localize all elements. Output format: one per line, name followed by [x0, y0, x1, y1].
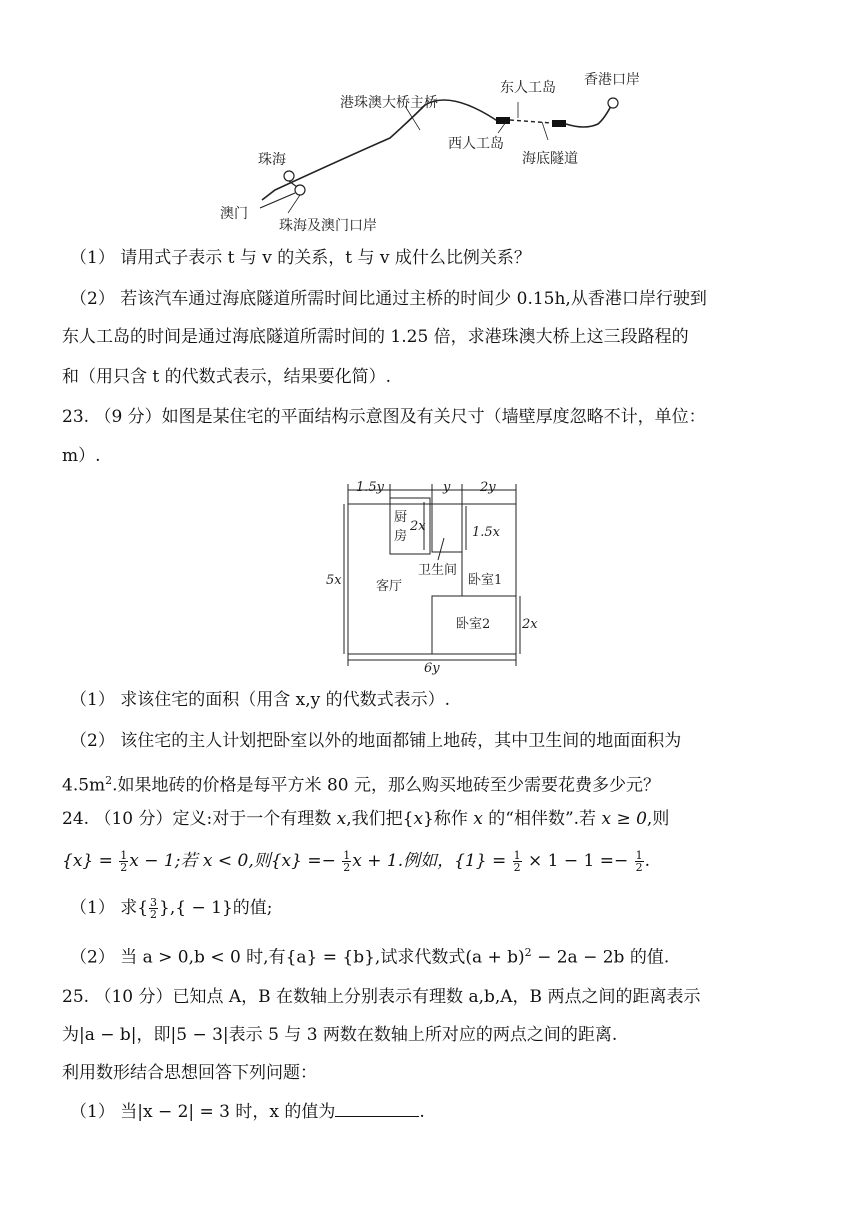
label-east-island: 东人工岛 — [500, 80, 556, 96]
q24-line1: 24. （10 分）定义:对于一个有理数 x,我们把{x}称作 x 的“相伴数”.若 x ≥ 0,则 — [62, 809, 670, 829]
q24-part2: （2） 当 a > 0,b < 0 时,有{a} = {b},试求代数式$(a + b)^2 - 2a - 2b$ 的值. — [70, 946, 670, 968]
q25-part1: （1） 当|x − 2| = 3 时，x 的值为 . — [70, 1102, 425, 1122]
answer-blank[interactable] — [335, 1100, 419, 1117]
fraction-half-1: $\frac{1}{2}$ — [120, 849, 128, 874]
dim-bath: 1.5x — [472, 525, 501, 540]
label-bedroom2: 卧室2 — [456, 617, 491, 632]
fraction-half-4: $\frac{1}{2}$ — [635, 849, 643, 874]
bridge-map-diagram — [200, 60, 680, 240]
label-macau: 澳门 — [220, 206, 248, 222]
floor-plan-diagram — [320, 478, 550, 678]
fraction-half-3: $\frac{1}{2}$ — [513, 849, 521, 874]
q23-intro-line2: m）. — [62, 446, 101, 466]
east-island-block — [552, 120, 566, 127]
hk-link-line — [566, 104, 612, 127]
q24-part1: （1） 求{ $\frac{3}{2}$ },{ − 1}的值; — [70, 896, 273, 921]
dim-top-3: 2y — [480, 480, 496, 495]
label-hk-port: 香港口岸 — [584, 72, 640, 88]
label-bathroom: 卫生间 — [418, 563, 458, 578]
q22-part2-line1: （2） 若该汽车通过海底隧道所需时间比通过主桥的时间少 0.15h,从香港口岸行驶到 — [70, 289, 707, 309]
label-zhuhai: 珠海 — [258, 152, 286, 168]
fraction-half-2: $\frac{1}{2}$ — [343, 849, 351, 874]
bathroom-room — [432, 504, 462, 552]
label-kitchen-2: 房 — [394, 529, 408, 544]
hk-port-node — [608, 98, 618, 108]
dim-bed2: 2x — [522, 617, 538, 632]
label-kitchen-1: 厨 — [394, 510, 408, 525]
west-island-block — [496, 117, 510, 124]
label-tunnel: 海底隧道 — [522, 151, 578, 167]
q23-part2-line1: （2） 该住宅的主人计划把卧室以外的地面都铺上地砖，其中卫生间的地面面积为 — [70, 731, 682, 751]
dim-kitchen: 2x — [410, 519, 426, 534]
q25-line1: 25. （10 分）已知点 A，B 在数轴上分别表示有理数 a,b,A，B 两点之间的距离表示 — [62, 987, 701, 1007]
dim-top-1: 1.5y — [356, 480, 385, 495]
zhuhai-macau-port-node — [295, 185, 305, 195]
q23-part1: （1） 求该住宅的面积（用含 x,y 的代数式表示）. — [70, 690, 451, 710]
label-living-room: 客厅 — [376, 579, 403, 594]
label-zhuhai-macau-port: 珠海及澳门口岸 — [279, 218, 377, 234]
label-west-island: 西人工岛 — [448, 136, 504, 152]
q22-part2-line3: 和（用只含 t 的代数式表示，结果要化简）. — [62, 367, 392, 387]
q25-line2: 为|a − b|，即|5 − 3|表示 5 与 3 两数在数轴上所对应的两点之间的距离. — [62, 1025, 618, 1045]
q23-intro-line1: 23. （9 分）如图是某住宅的平面结构示意图及有关尺寸（墙壁厚度忽略不计，单位： — [62, 407, 706, 427]
fraction-three-halves: $\frac{3}{2}$ — [150, 896, 158, 921]
dim-top-2: y — [443, 480, 451, 495]
dim-bottom: 6y — [424, 661, 440, 676]
q23-part2-line2: $4.5m^2$.如果地砖的价格是每平方米 80 元，那么购买地砖至少需要花费多少元？ — [62, 774, 660, 796]
label-bedroom1: 卧室1 — [468, 573, 503, 588]
q24-line2: {x} = $\frac{1}{2}$ x − 1;若 x < 0,则{x} =− $\frac{1}{2}$ x + 1.例如，{1} = $\frac{1}{2}$ × 1 − 1 =− $\frac{1}{2}$ . — [62, 849, 651, 874]
q22-part1: （1） 请用式子表示 t 与 v 的关系，t 与 v 成什么比例关系？ — [70, 248, 531, 268]
dim-left: 5x — [326, 573, 342, 588]
tunnel-line — [510, 120, 552, 123]
zhuhai-node — [284, 171, 294, 181]
q25-line3: 利用数形结合思想回答下列问题： — [62, 1063, 317, 1083]
q22-part2-line2: 东人工岛的时间是通过海底隧道所需时间的 1.25 倍，求港珠澳大桥上这三段路程的 — [62, 327, 689, 347]
label-main-bridge: 港珠澳大桥主桥 — [340, 95, 438, 111]
